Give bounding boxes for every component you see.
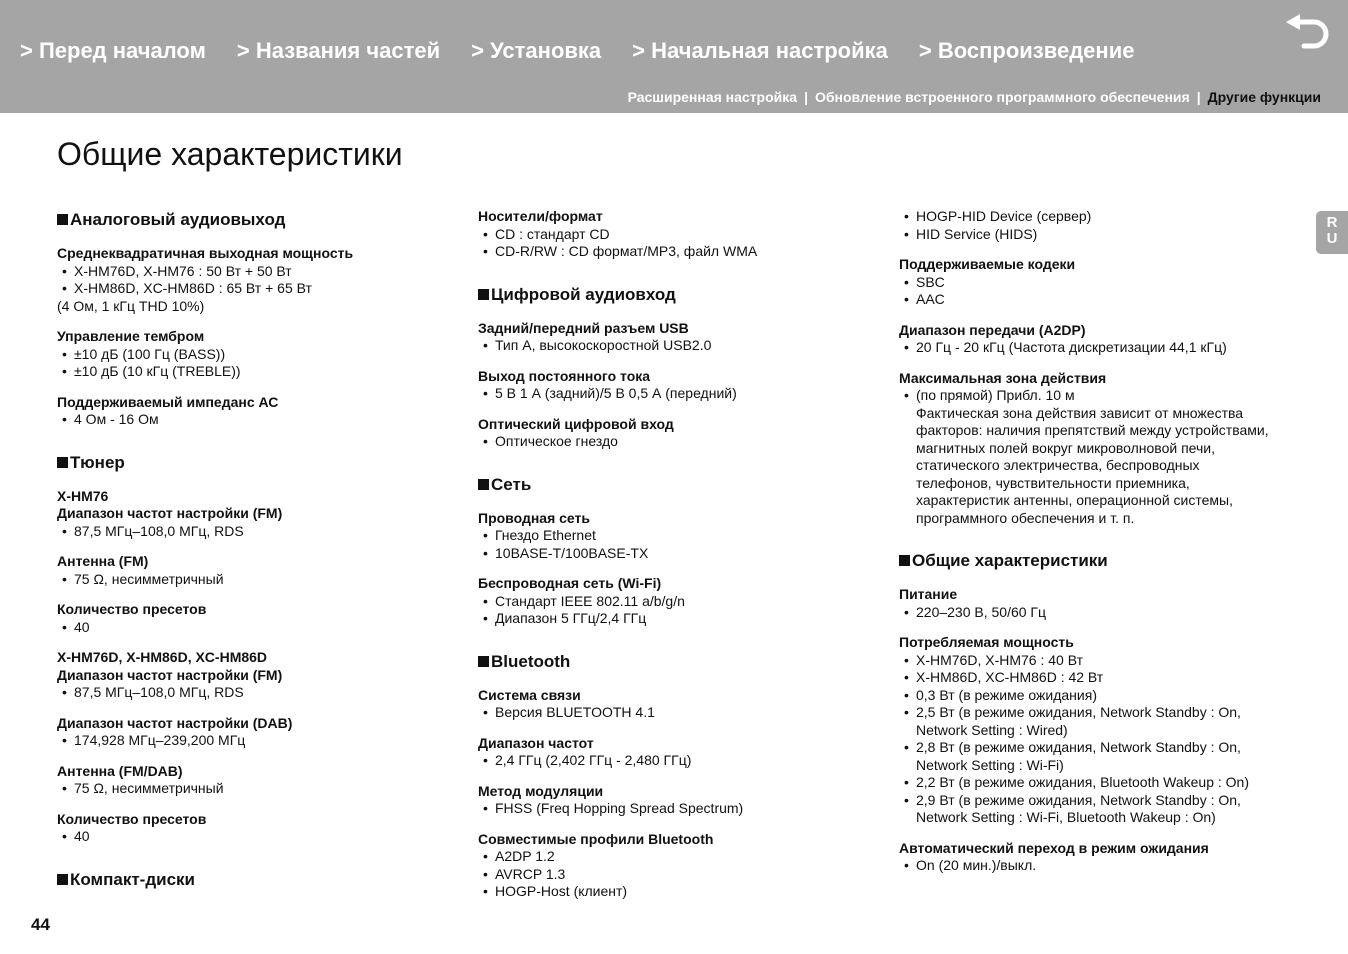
spec-value: • 2,2 Вт (в режиме ожидания, Bluetooth Wakeup : On) [899,774,1299,792]
spec-item [899,208,1299,243]
spec-item [57,601,447,636]
spec-label: Диапазон частот настройки (DAB) [57,714,293,731]
nav-installation[interactable]: > Установка [471,38,602,63]
spec-item [899,586,1299,621]
spec-item [478,735,873,770]
spec-item [478,510,873,563]
spec-item [57,328,447,381]
spec-label: Управление тембром [57,328,205,344]
spec-value: • X-HM86D, XC-HM86D : 42 Вт [899,669,1299,687]
spec-item [478,368,873,403]
section-heading: Общие характеристики [899,549,1299,573]
header-bar [0,0,1348,113]
language-tab-letter: R [1326,214,1338,231]
spec-value: • SBC [899,274,1299,292]
subnav-separator: | [804,89,808,105]
spec-item [478,687,873,722]
nav-part-names[interactable]: > Названия частей [236,38,441,63]
black-square-icon [57,214,68,225]
spec-item [899,634,1299,827]
spec-value: • 220–230 В, 50/60 Гц [899,604,1299,622]
spec-label: Выход постоянного тока [478,367,651,384]
nav-playback[interactable]: > Воспроизведение [918,38,1135,63]
black-square-icon [478,656,489,667]
spec-label: Диапазон частот настройки (FM) [57,666,283,683]
spec-value: • HID Service (HIDS) [899,226,1299,244]
spec-label: Потребляемая мощность [899,634,1074,650]
spec-label: Среднеквадратичная выходная мощность [57,245,354,261]
spec-value: • AVRCP 1.3 [478,866,873,884]
section-heading: Компакт-диски [57,868,447,892]
black-square-icon [899,555,910,566]
spec-label: Антенна (FM) [57,553,149,569]
spec-label: Задний/передний разъем USB [478,319,689,336]
model-label: X-HM76 [57,487,109,504]
spec-label: Количество пресетов [57,810,207,827]
spec-value: • Тип A, высокоскоростной USB2.0 [478,337,873,355]
spec-value: • X-HM76D, X-HM76 : 40 Вт [899,652,1299,670]
spec-item [57,505,447,540]
spec-label: Питание [899,586,958,602]
language-tab-letter: U [1326,230,1338,247]
spec-value: • ±10 дБ (100 Гц (BASS)) [57,346,447,364]
spec-value: • 4 Ом - 16 Ом [57,411,447,429]
subnav-separator: | [1196,89,1201,105]
spec-value: • HOGP-Host (клиент) [478,883,873,901]
spec-value: • 2,4 ГГц (2,402 ГГц - 2,480 ГГц) [478,752,873,770]
spec-label: Диапазон частот [478,734,594,751]
spec-item [478,320,873,355]
spec-item [57,715,447,750]
page-title: Общие характеристики [57,136,403,172]
spec-value: • 10BASE-T/100BASE-TX [478,545,873,563]
spec-item [899,322,1299,357]
spec-item [57,245,447,315]
spec-label: Поддерживаемый импеданс АС [57,393,279,410]
spec-label: Диапазон частот настройки (FM) [57,505,283,521]
spec-value: • AAC [899,291,1299,309]
spec-value: • CD-R/RW : CD формат/MP3, файл WMA [478,243,873,261]
spec-item [478,575,873,628]
language-tab [1316,211,1348,254]
subnav-other-functions[interactable]: Другие функции [1207,89,1321,105]
model-label: X-HM76D, X-HM86D, XC-HM86D [57,649,268,665]
spec-value: • 75 Ω, несимметричный [57,780,447,798]
section-heading: Цифровой аудиовход [478,283,873,307]
spec-value: • 40 [57,619,447,637]
spec-value: • CD : стандарт CD [478,226,873,244]
subnav-advanced-setup[interactable]: Расширенная настройка [627,89,798,105]
spec-label: Диапазон передачи (A2DP) [899,321,1086,338]
spec-item [899,840,1299,875]
spec-value: • A2DP 1.2 [478,848,873,866]
spec-value: • FHSS (Freq Hopping Spread Spectrum) [478,800,873,818]
spec-item [478,831,873,901]
back-arrow-icon[interactable] [1284,14,1330,52]
spec-item [57,667,447,702]
spec-value: • 75 Ω, несимметричный [57,571,447,589]
subnav-firmware-update[interactable]: Обновление встроенного программного обеспечения [814,89,1190,105]
spec-value: • 2,9 Вт (в режиме ожидания, Network Standby : On, Network Setting : Wi-Fi, Bluetooth Wakeup : On) [899,792,1299,827]
section-heading: Аналоговый аудиовыход [57,208,447,232]
spec-value: • 2,8 Вт (в режиме ожидания, Network Standby : On, Network Setting : Wi-Fi) [899,739,1299,774]
spec-item [57,553,447,588]
spec-value: • ±10 дБ (10 кГц (TREBLE)) [57,363,447,381]
spec-label: Совместимые профили Bluetooth [478,830,714,847]
spec-item [899,256,1299,309]
spec-label: Количество пресетов [57,601,207,617]
section-heading: Bluetooth [478,650,873,674]
spec-note: (4 Ом, 1 кГц THD 10%) [57,297,205,314]
spec-value: • Оптическое гнездо [478,433,873,451]
spec-label: Метод модуляции [478,782,604,799]
spec-value: • On (20 мин.)/выкл. [899,857,1299,875]
spec-item [57,394,447,429]
spec-value: • X-HM86D, XC-HM86D : 65 Вт + 65 Вт [57,280,447,298]
nav-before-start[interactable]: > Перед началом [20,38,206,63]
spec-label: Проводная сеть [478,509,590,526]
spec-label: Беспроводная сеть (Wi-Fi) [478,575,662,591]
spec-label: Поддерживаемые кодеки [899,256,1076,272]
black-square-icon [57,457,68,468]
spec-label: Максимальная зона действия [899,369,1107,386]
spec-label: Оптический цифровой вход [478,415,674,432]
spec-column-3 [899,208,1299,888]
sub-nav [628,89,1321,105]
main-nav [20,38,1165,64]
spec-column-2 [478,208,873,914]
black-square-icon [57,874,68,885]
section-heading: Тюнер [57,451,447,475]
spec-label: Система связи [478,686,581,703]
spec-label: Антенна (FM/DAB) [57,762,183,779]
nav-initial-setup[interactable]: > Начальная настройка [632,38,888,63]
spec-value: • Версия BLUETOOTH 4.1 [478,704,873,722]
spec-item [57,763,447,798]
black-square-icon [478,479,489,490]
spec-value: • (по прямой) Прибл. 10 м Фактическая зона действия зависит от множества факторов: наличия препятствий между устройствами, магнитных полей вокруг микроволновой печи, статического электричества, беспроводных телефонов, чувствительности приемника, характеристик антенны, операционной системы, программного обеспечения и т. п. [899,387,1299,527]
spec-value: • X-HM76D, X-HM76 : 50 Вт + 50 Вт [57,263,447,281]
spec-value: • 87,5 МГц–108,0 МГц, RDS [57,684,447,702]
page-number: 44 [31,915,50,934]
spec-value: • 5 В 1 А (задний)/5 В 0,5 А (передний) [478,385,873,403]
spec-label: Автоматический переход в режим ожидания [899,839,1209,856]
spec-value: • HOGP-HID Device (сервер) [899,208,1299,226]
spec-value: • 87,5 МГц–108,0 МГц, RDS [57,523,447,541]
spec-value: • Диапазон 5 ГГц/2,4 ГГц [478,610,873,628]
spec-item [478,783,873,818]
spec-item [57,811,447,846]
spec-value: • 2,5 Вт (в режиме ожидания, Network Standby : On, Network Setting : Wired) [899,704,1299,739]
spec-column-1 [57,208,447,905]
spec-item [899,370,1299,528]
spec-value: • 174,928 МГц–239,200 МГц [57,732,447,750]
spec-value: • 20 Гц - 20 кГц (Частота дискретизации 44,1 кГц) [899,339,1299,357]
section-heading: Сеть [478,473,873,497]
black-square-icon [478,289,489,300]
spec-value: • Стандарт IEEE 802.11 a/b/g/n [478,593,873,611]
spec-label: Носители/формат [478,208,603,224]
spec-item [478,416,873,451]
spec-item [478,208,873,261]
spec-value: • 40 [57,828,447,846]
spec-value: • Гнездо Ethernet [478,527,873,545]
spec-value: • 0,3 Вт (в режиме ожидания) [899,687,1299,705]
